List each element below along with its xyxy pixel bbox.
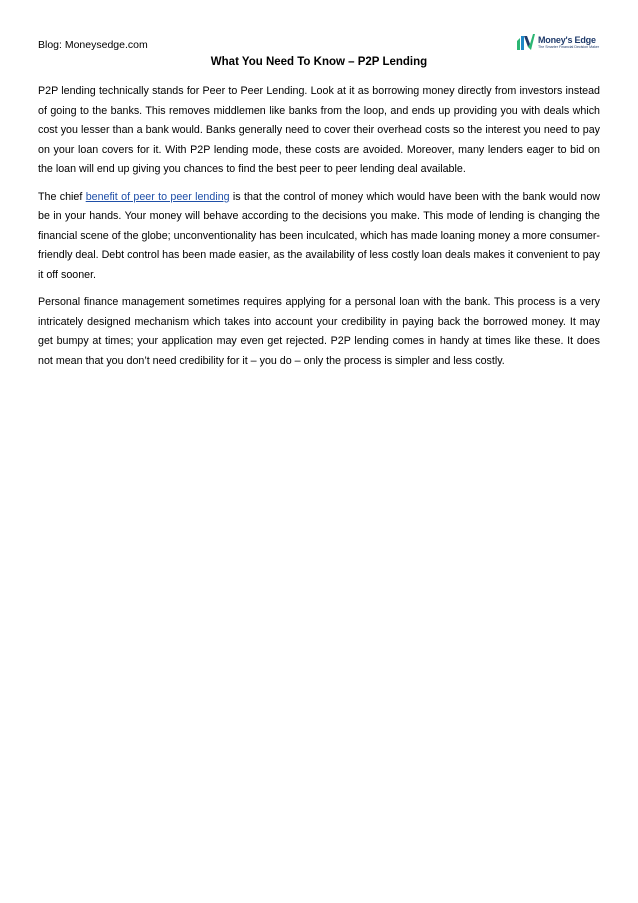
logo-name: Money's Edge xyxy=(538,34,596,45)
paragraph-2 xyxy=(38,188,600,286)
article-title: What You Need To Know – P2P Lending xyxy=(210,56,428,68)
paragraph-1: P2P lending technically stands for Peer to Peer Lending. Look at it as borrowing money directly from investors instead of going to the banks. This removes middlemen like banks from the loop, and ends up providing you with deals which cost you lesser than a bank would. Banks generally need to cover their overhead costs so the interest you need to pay on your loan covers for it. With P2P lending mode, these costs are avoided. Moreover, many lenders eager to bid on the loan will end up giving you chances to find the best peer to peer lending deal available. xyxy=(38,85,600,175)
benefit-link[interactable]: benefit of peer to peer lending xyxy=(85,190,230,203)
paragraph-2-intro: The chief xyxy=(38,190,86,203)
logo-tagline: The Smarter Financial Decision Maker xyxy=(538,44,600,49)
moneys-edge-logo xyxy=(516,31,616,53)
paragraph-3: Personal finance management sometimes requires applying for a personal loan with the bank. This process is a very intricately designed mechanism which takes into account your credibility in paying back the borrowed money. It may get bumpy at times; your application may even get rejected. P2P lending comes in handy at times like these. It does not mean that you don’t need credibility for it – you do – only the process is simpler and less costly. xyxy=(38,296,600,367)
moneys-edge-logo-mark-icon xyxy=(516,32,536,52)
paragraph-2-rest: is that the control of money which would have been with the bank would now be in your hands. Your money will behave according to the decisions you make. This mode of lending is changing the financial scene of the globe; unconventionality has been inculcated, which has made loaning money a more consumer-friendly deal. Debt control has been made easier, as the availability of less costly loan deals makes it convenient to pay it off sooner. xyxy=(38,190,601,281)
blog-label: Blog: Moneysedge.com xyxy=(38,39,148,51)
article-body xyxy=(38,82,600,379)
